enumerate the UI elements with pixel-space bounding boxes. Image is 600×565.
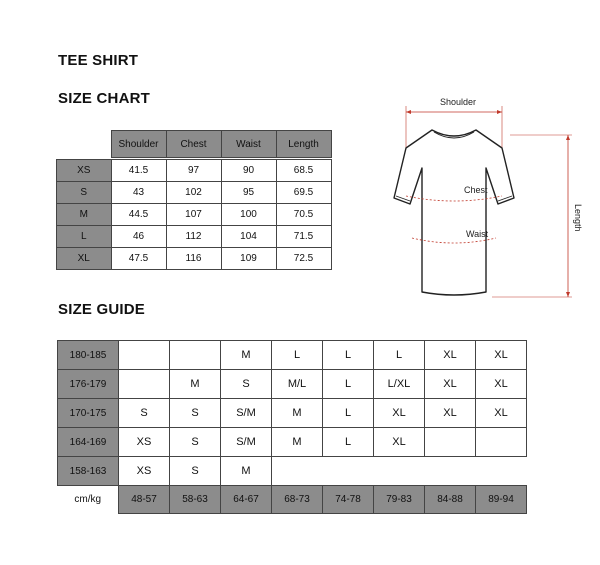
size-guide-cell: M — [221, 341, 272, 370]
size-guide-cell: L/XL — [374, 370, 425, 399]
height-range-label: 164-169 — [58, 428, 119, 457]
size-chart-row-label: M — [57, 204, 112, 226]
waist-label: Waist — [466, 229, 489, 239]
size-guide-cell: XS — [119, 428, 170, 457]
size-guide-cell: L — [272, 341, 323, 370]
size-guide-cell: L — [374, 341, 425, 370]
size-chart-heading: SIZE CHART — [58, 90, 150, 107]
size-chart-cell: 100 — [221, 204, 276, 226]
shirt-outline — [394, 130, 514, 295]
column-header-shoulder: Shoulder — [111, 131, 166, 158]
size-guide-cell: XL — [476, 370, 527, 399]
size-chart-row-label: L — [57, 226, 112, 248]
column-header-waist: Waist — [221, 131, 276, 158]
height-range-label: 180-185 — [58, 341, 119, 370]
height-range-label: 176-179 — [58, 370, 119, 399]
size-guide-cell: XL — [425, 341, 476, 370]
size-chart-cell: 102 — [166, 182, 221, 204]
size-chart-row — [57, 248, 332, 270]
page-title: TEE SHIRT — [58, 52, 139, 69]
size-chart-table — [56, 130, 332, 270]
size-guide-cell: S — [170, 457, 221, 486]
size-guide-cell: XL — [425, 370, 476, 399]
size-chart-cell: 46 — [111, 226, 166, 248]
size-guide-cell: S — [170, 399, 221, 428]
size-guide-cell: M — [170, 370, 221, 399]
size-chart-cell: 107 — [166, 204, 221, 226]
size-guide-cell — [119, 341, 170, 370]
size-chart-cell: 44.5 — [111, 204, 166, 226]
unit-label: cm/kg — [58, 486, 119, 514]
size-guide-table — [57, 340, 527, 514]
size-chart-cell: 43 — [111, 182, 166, 204]
tee-shirt-diagram — [392, 92, 588, 306]
size-chart-row-label: XL — [57, 248, 112, 270]
size-guide-cell: M — [272, 428, 323, 457]
size-guide-cell: S — [221, 370, 272, 399]
size-guide-cell — [476, 428, 527, 457]
weight-range-label: 58-63 — [170, 486, 221, 514]
column-header-chest: Chest — [166, 131, 221, 158]
size-guide-cell: XL — [425, 399, 476, 428]
size-guide-cell — [476, 457, 527, 486]
size-chart-cell: 109 — [221, 248, 276, 270]
size-guide-row — [58, 399, 527, 428]
size-chart-cell: 70.5 — [276, 204, 331, 226]
size-guide-cell: L — [323, 428, 374, 457]
size-chart-row — [57, 160, 332, 182]
weight-range-row — [58, 486, 527, 514]
size-guide-cell: L — [323, 399, 374, 428]
size-guide-cell — [425, 457, 476, 486]
size-chart-row — [57, 226, 332, 248]
size-chart-corner — [57, 131, 112, 158]
size-guide-cell: S — [170, 428, 221, 457]
weight-range-label: 89-94 — [476, 486, 527, 514]
size-guide-cell — [374, 457, 425, 486]
size-guide-cell — [272, 457, 323, 486]
size-guide-cell: S/M — [221, 399, 272, 428]
size-chart-cell: 71.5 — [276, 226, 331, 248]
size-chart-cell: 116 — [166, 248, 221, 270]
size-guide-cell: S/M — [221, 428, 272, 457]
weight-range-label: 48-57 — [119, 486, 170, 514]
size-guide-row — [58, 341, 527, 370]
size-guide-row — [58, 428, 527, 457]
size-guide-cell: L — [323, 341, 374, 370]
size-chart-cell: 68.5 — [276, 160, 331, 182]
size-guide-cell — [425, 428, 476, 457]
weight-range-label: 64-67 — [221, 486, 272, 514]
column-header-length: Length — [276, 131, 331, 158]
size-chart-row-label: S — [57, 182, 112, 204]
size-chart-row — [57, 182, 332, 204]
size-guide-row — [58, 457, 527, 486]
size-chart-cell: 72.5 — [276, 248, 331, 270]
size-guide-cell: M — [221, 457, 272, 486]
size-guide-cell: XS — [119, 457, 170, 486]
size-chart-cell: 104 — [221, 226, 276, 248]
size-chart-cell: 95 — [221, 182, 276, 204]
size-chart-cell: 69.5 — [276, 182, 331, 204]
size-guide-cell: S — [119, 399, 170, 428]
size-guide-cell: M — [272, 399, 323, 428]
size-guide-cell: XL — [476, 399, 527, 428]
size-guide-cell: XL — [476, 341, 527, 370]
size-guide-heading: SIZE GUIDE — [58, 301, 146, 318]
size-guide-cell — [119, 370, 170, 399]
size-chart-row-label: XS — [57, 160, 112, 182]
height-range-label: 170-175 — [58, 399, 119, 428]
size-guide-row — [58, 370, 527, 399]
size-chart-row — [57, 204, 332, 226]
shoulder-label: Shoulder — [440, 97, 477, 107]
weight-range-label: 79-83 — [374, 486, 425, 514]
weight-range-label: 74-78 — [323, 486, 374, 514]
size-guide-cell — [170, 341, 221, 370]
chest-label: Chest — [464, 185, 488, 195]
size-guide-cell: M/L — [272, 370, 323, 399]
size-chart-cell: 112 — [166, 226, 221, 248]
size-guide-cell: L — [323, 370, 374, 399]
size-guide-cell: XL — [374, 428, 425, 457]
size-chart-header-row — [57, 131, 332, 158]
height-range-label: 158-163 — [58, 457, 119, 486]
weight-range-label: 84-88 — [425, 486, 476, 514]
size-chart-cell: 97 — [166, 160, 221, 182]
length-label: Length — [573, 204, 583, 232]
size-chart-cell: 90 — [221, 160, 276, 182]
size-guide-cell — [323, 457, 374, 486]
weight-range-label: 68-73 — [272, 486, 323, 514]
size-guide-cell: XL — [374, 399, 425, 428]
size-chart-cell: 41.5 — [111, 160, 166, 182]
size-chart-cell: 47.5 — [111, 248, 166, 270]
